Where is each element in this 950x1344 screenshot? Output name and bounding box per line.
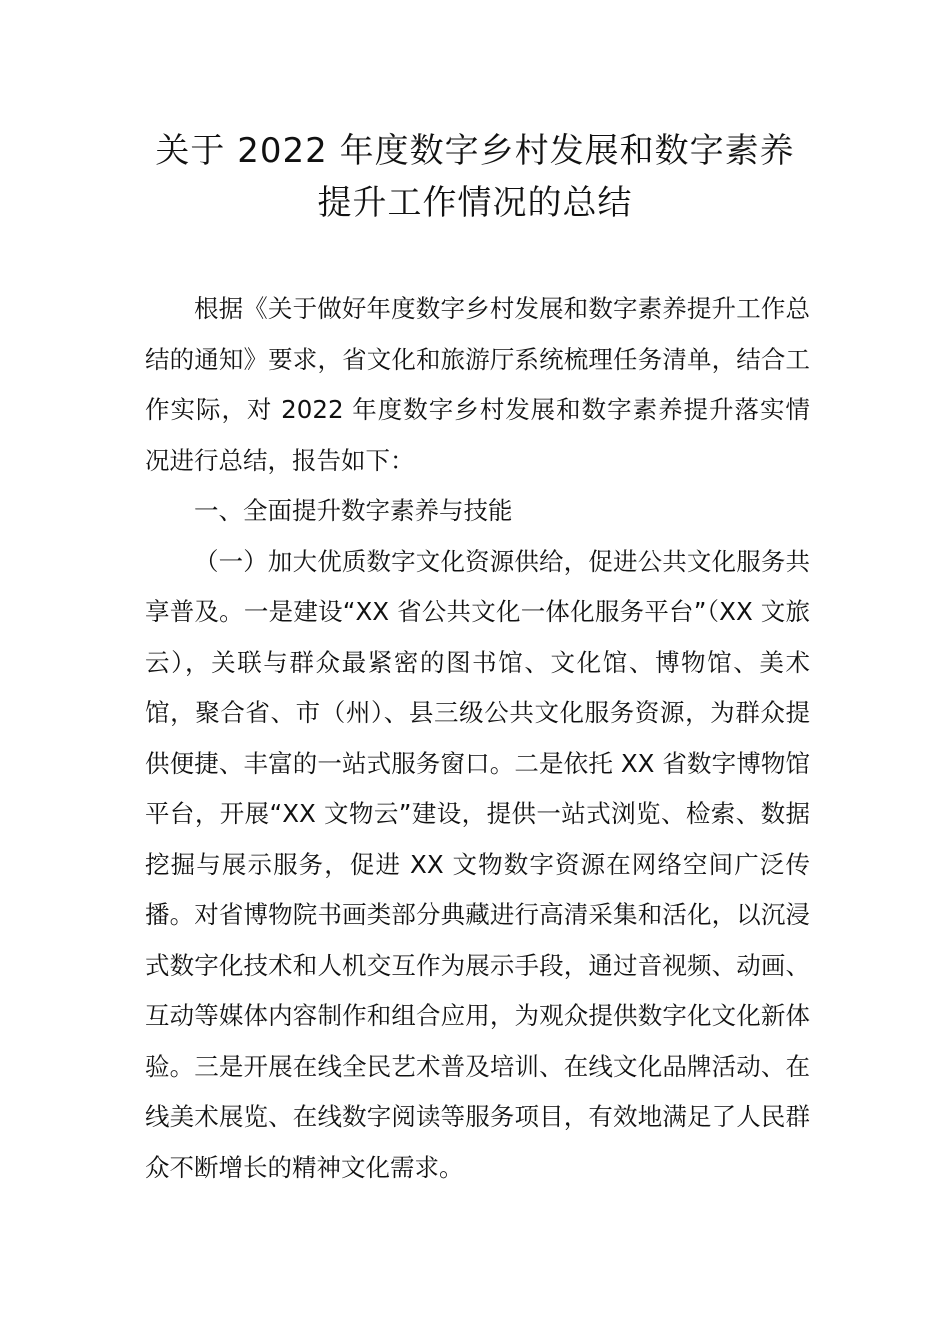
intro-paragraph: 根据《关于做好年度数字乡村发展和数字素养提升工作总结的通知》要求，省文化和旅游厅系统梳理任务清单，结合工作实际，对 2022 年度数字乡村发展和数字素养提升落实情况进行总结，报告如下： <box>145 294 810 475</box>
document-title-line-2: 提升工作情况的总结 <box>317 183 633 223</box>
section-heading: 一、全面提升数字素养与技能 <box>194 496 513 525</box>
document-body <box>145 284 810 1193</box>
body-paragraph: （一）加大优质数字文化资源供给，促进公共文化服务共享普及。一是建设“XX 省公共文化一体化服务平台”（XX 文旅云），关联与群众最紧密的图书馆、文化馆、博物馆、美术馆，聚合省、市（州）、县三级公共文化服务资源，为群众提供便捷、丰富的一站式服务窗口。二是依托 XX 省数字博物馆平台，开展“XX 文物云”建设，提供一站式浏览、检索、数据挖掘与展示服务，促进 XX 文物数字资源在网络空间广泛传播。对省博物院书画类部分典藏进行高清采集和活化，以沉浸式数字化技术和人机交互作为展示手段，通过音视频、动画、互动等媒体内容制作和组合应用，为观众提供数字化文化新体验。三是开展在线全民艺术普及培训、在线文化品牌活动、在线美术展览、在线数字阅读等服务项目，有效地满足了人民群众不断增长的精神文化需求。 <box>145 546 810 1182</box>
document-title-line-1: 关于 2022 年度数字乡村发展和数字素养 <box>155 131 795 171</box>
